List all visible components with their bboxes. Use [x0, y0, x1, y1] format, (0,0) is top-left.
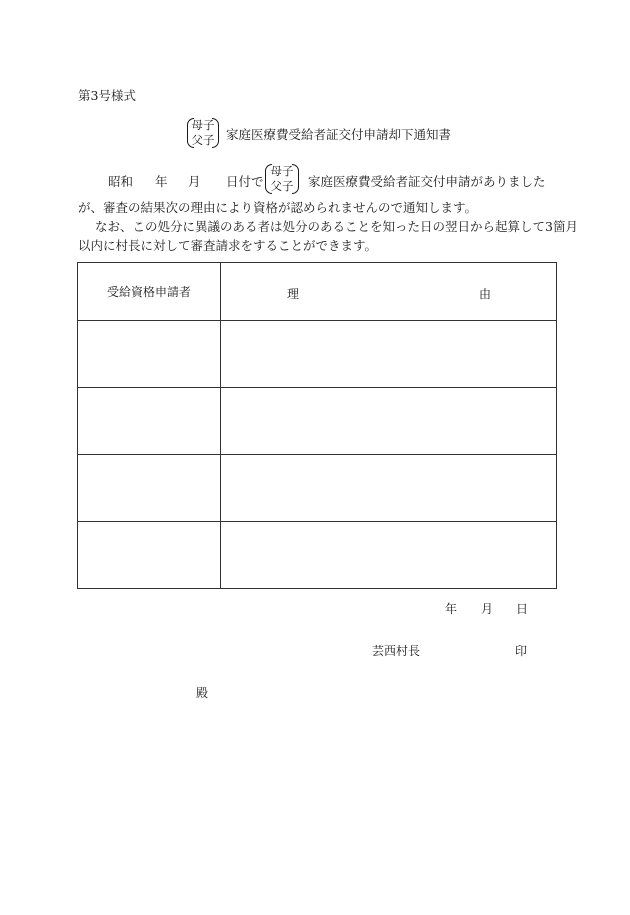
reason-header [221, 263, 557, 321]
applicant-cell[interactable] [78, 321, 221, 388]
right-bracket [292, 164, 299, 194]
body-bracket-top: 母子 [270, 164, 294, 178]
addressee-suffix: 殿 [196, 686, 209, 700]
reason-cell[interactable] [221, 522, 557, 589]
table-row [78, 388, 557, 455]
title-bracket-top: 母子 [191, 118, 215, 132]
seal-mark: 印 [515, 644, 528, 658]
table-header-row [78, 263, 557, 321]
reason-cell[interactable] [221, 455, 557, 522]
era-label: 昭和 [108, 174, 134, 189]
body-bracket-group [265, 164, 299, 194]
year-label: 年 [155, 174, 168, 189]
date-year: 年 [445, 602, 458, 616]
reason-cell[interactable] [221, 388, 557, 455]
title-bracket-bottom: 父子 [191, 133, 215, 147]
date-month: 月 [481, 602, 494, 616]
left-bracket [265, 164, 272, 194]
title-bracket-group [187, 118, 219, 148]
day-label: 日付で [226, 174, 264, 189]
table-row [78, 321, 557, 388]
right-bracket [212, 118, 219, 148]
applicant-header: 受給資格申請者 [78, 263, 221, 321]
left-bracket [187, 118, 194, 148]
applicant-cell[interactable] [78, 455, 221, 522]
table-row [78, 455, 557, 522]
reason-cell[interactable] [221, 321, 557, 388]
body-line2: が、審査の結果次の理由により資格が認められませんので通知します。 [78, 200, 478, 215]
reasons-table [77, 262, 557, 589]
body-line1-rest: 家庭医療費受給者証交付申請がありました [308, 174, 546, 189]
document-title: 家庭医療費受給者証交付申請却下通知書 [226, 127, 452, 142]
body-bracket-bottom: 父子 [270, 179, 294, 193]
reason-header-left: 理 [287, 287, 300, 301]
month-label: 月 [188, 174, 201, 189]
applicant-cell[interactable] [78, 388, 221, 455]
table-row [78, 522, 557, 589]
issuer-name: 芸西村長 [372, 644, 421, 658]
body-line3: なお、この処分に異議のある者は処分のあることを知った日の翌日から起算して3箇月 [95, 219, 578, 234]
applicant-cell[interactable] [78, 522, 221, 589]
date-day: 日 [516, 602, 529, 616]
form-number: 第3号様式 [78, 88, 136, 103]
body-line4: 以内に村長に対して審査請求をすることができます。 [78, 238, 378, 253]
reason-header-right: 由 [479, 287, 492, 301]
